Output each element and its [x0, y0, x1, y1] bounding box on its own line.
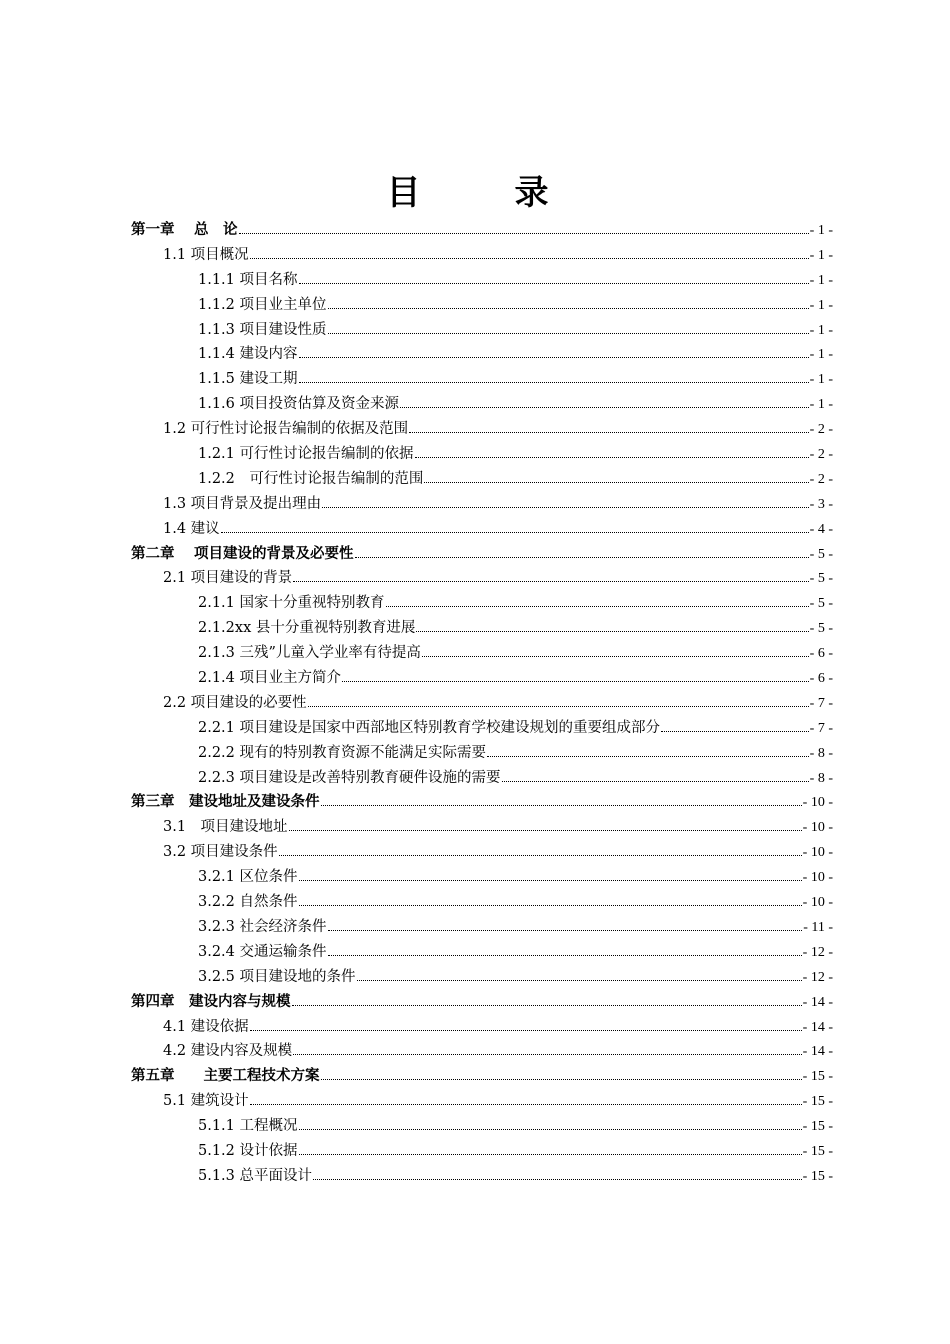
toc-entry[interactable] — [131, 666, 833, 691]
toc-entry[interactable] — [131, 616, 833, 641]
toc-entry[interactable] — [131, 790, 833, 815]
toc-entry[interactable] — [131, 1064, 833, 1089]
toc-entry[interactable] — [131, 1039, 833, 1064]
toc-page-number: - 1 - — [809, 347, 833, 363]
toc-dot-leader — [250, 257, 809, 259]
toc-entry-label: 3.2.5 项目建设地的条件 — [198, 968, 356, 985]
toc-page-number: - 7 - — [809, 720, 833, 736]
toc-page-number: - 15 - — [802, 1119, 833, 1135]
toc-dot-leader — [386, 605, 809, 607]
toc-entry[interactable] — [131, 542, 833, 567]
toc-dot-leader — [502, 780, 809, 782]
toc-page-number: - 1 - — [809, 297, 833, 313]
toc-entry-label: 第一章 总 论 — [131, 221, 238, 238]
toc-page-number: - 5 - — [809, 571, 833, 587]
toc-entry-label: 3.1 项目建设地址 — [163, 819, 288, 836]
toc-page-number: - 12 - — [802, 969, 833, 985]
toc-page-number: - 6 - — [809, 671, 833, 687]
toc-entry-label: 4.2 建设内容及规模 — [163, 1043, 293, 1060]
toc-entry-label: 1.1 项目概况 — [163, 246, 249, 263]
toc-page-number: - 10 - — [802, 870, 833, 886]
toc-page-number: - 3 - — [809, 496, 833, 512]
toc-entry[interactable] — [131, 766, 833, 791]
toc-dot-leader — [221, 531, 809, 533]
toc-entry[interactable] — [131, 417, 833, 442]
toc-dot-leader — [328, 929, 803, 931]
toc-dot-leader — [289, 829, 802, 831]
toc-entry[interactable] — [131, 218, 833, 243]
toc-dot-leader — [292, 1004, 802, 1006]
toc-page-number: - 1 - — [809, 272, 833, 288]
toc-dot-leader — [400, 406, 809, 408]
toc-entry-label: 1.4 建议 — [163, 520, 220, 537]
toc-page-number: - 2 - — [809, 447, 833, 463]
toc-page-number: - 12 - — [802, 944, 833, 960]
toc-dot-leader — [299, 282, 809, 284]
toc-entry[interactable] — [131, 915, 833, 940]
toc-entry[interactable] — [131, 293, 833, 318]
toc-entry-label: 第二章 项目建设的背景及必要性 — [131, 544, 354, 562]
toc-page-number: - 15 - — [802, 1069, 833, 1085]
toc-entry[interactable] — [131, 1089, 833, 1114]
toc-entry[interactable] — [131, 492, 833, 517]
toc-dot-leader — [299, 1128, 802, 1130]
toc-dot-leader — [299, 904, 802, 906]
toc-entry[interactable] — [131, 1015, 833, 1040]
toc-dot-leader — [328, 307, 809, 309]
toc-entry[interactable] — [131, 641, 833, 666]
toc-entry-label: 第五章 主要工程技术方案 — [131, 1067, 320, 1085]
toc-page-number: - 5 - — [809, 596, 833, 612]
toc-dot-leader — [355, 556, 809, 558]
toc-dot-leader — [299, 879, 802, 881]
toc-page-number: - 14 - — [802, 1019, 833, 1035]
toc-dot-leader — [308, 705, 809, 707]
toc-dot-leader — [328, 954, 802, 956]
toc-entry-label: 2.1.2xx 县十分重视特别教育进展 — [198, 620, 416, 637]
toc-dot-leader — [250, 1103, 802, 1105]
toc-entry[interactable] — [131, 392, 833, 417]
toc-entry-label: 5.1.2 设计依据 — [198, 1142, 298, 1159]
toc-dot-leader — [299, 381, 809, 383]
toc-page-number: - 10 - — [802, 845, 833, 861]
toc-page-number: - 1 - — [809, 223, 833, 238]
toc-entry-label: 5.1.1 工程概况 — [198, 1118, 298, 1135]
toc-dot-leader — [239, 232, 809, 234]
toc-page-number: - 1 - — [809, 322, 833, 338]
toc-page-number: - 15 - — [802, 1168, 833, 1184]
toc-dot-leader — [487, 755, 809, 757]
toc-entry[interactable] — [131, 367, 833, 392]
toc-entry-label: 2.2.1 项目建设是国家中西部地区特别教育学校建设规划的重要组成部分 — [198, 719, 661, 736]
toc-page-number: - 5 - — [809, 546, 833, 562]
toc-dot-leader — [321, 1078, 802, 1080]
table-of-contents — [131, 218, 833, 1189]
toc-entry-label: 2.1 项目建设的背景 — [163, 570, 293, 587]
toc-page-number: - 2 - — [809, 471, 833, 487]
toc-page-number: - 4 - — [809, 521, 833, 537]
toc-entry[interactable] — [131, 865, 833, 890]
toc-entry[interactable] — [131, 342, 833, 367]
toc-entry-label: 1.1.6 项目投资估算及资金来源 — [198, 396, 400, 413]
toc-entry[interactable] — [131, 890, 833, 915]
toc-entry[interactable] — [131, 467, 833, 492]
toc-entry-label: 1.1.3 项目建设性质 — [198, 321, 327, 338]
toc-entry-label: 5.1.3 总平面设计 — [198, 1167, 313, 1184]
toc-dot-leader — [424, 481, 808, 483]
toc-page-number: - 1 - — [809, 397, 833, 413]
toc-entry-label: 1.1.2 项目业主单位 — [198, 296, 327, 313]
toc-entry[interactable] — [131, 243, 833, 268]
toc-entry[interactable] — [131, 840, 833, 865]
toc-dot-leader — [415, 456, 809, 458]
toc-dot-leader — [357, 979, 802, 981]
toc-dot-leader — [279, 854, 802, 856]
toc-dot-leader — [422, 655, 809, 657]
toc-entry-label: 1.1.4 建设内容 — [198, 346, 298, 363]
toc-entry-label: 2.2.2 现有的特别教育资源不能满足实际需要 — [198, 744, 487, 761]
toc-entry-label: 1.2.2 可行性讨论报告编制的范围 — [198, 470, 424, 487]
toc-entry[interactable] — [131, 815, 833, 840]
toc-entry[interactable] — [131, 442, 833, 467]
toc-page-number: - 14 - — [802, 994, 833, 1010]
toc-entry[interactable] — [131, 940, 833, 965]
toc-page-number: - 8 - — [809, 770, 833, 786]
toc-dot-leader — [416, 630, 808, 632]
toc-page-number: - 1 - — [809, 372, 833, 388]
toc-dot-leader — [661, 730, 809, 732]
toc-entry[interactable] — [131, 566, 833, 591]
toc-entry-label: 2.1.4 项目业主方简介 — [198, 670, 342, 687]
toc-entry[interactable] — [131, 517, 833, 542]
toc-entry-label: 2.2 项目建设的必要性 — [163, 694, 307, 711]
toc-dot-leader — [293, 1053, 802, 1055]
toc-page-number: - 15 - — [802, 1094, 833, 1110]
toc-entry[interactable] — [131, 691, 833, 716]
toc-entry[interactable] — [131, 1139, 833, 1164]
toc-page-number: - 5 - — [809, 621, 833, 637]
toc-entry-label: 3.2.4 交通运输条件 — [198, 943, 327, 960]
toc-entry-label: 2.1.3 三残”儿童入学业率有待提高 — [198, 645, 421, 662]
toc-page-number: - 10 - — [802, 795, 833, 811]
toc-entry-label: 3.2.2 自然条件 — [198, 894, 298, 911]
toc-entry[interactable] — [131, 965, 833, 990]
toc-page-number: - 6 - — [809, 646, 833, 662]
toc-entry-label: 3.2 项目建设条件 — [163, 844, 278, 861]
toc-dot-leader — [313, 1178, 802, 1180]
toc-page-number: - 8 - — [809, 745, 833, 761]
toc-entry-label: 1.2.1 可行性讨论报告编制的依据 — [198, 446, 414, 463]
toc-entry-label: 1.2 可行性讨论报告编制的依据及范围 — [163, 421, 409, 438]
toc-entry[interactable] — [131, 591, 833, 616]
toc-entry-label: 2.1.1 国家十分重视特别教育 — [198, 595, 385, 612]
toc-dot-leader — [328, 332, 809, 334]
toc-entry[interactable] — [131, 1164, 833, 1189]
toc-entry-label: 第四章 建设内容与规模 — [131, 992, 291, 1010]
toc-entry-label: 3.2.1 区位条件 — [198, 869, 298, 886]
toc-entry[interactable] — [131, 716, 833, 741]
toc-entry[interactable] — [131, 1114, 833, 1139]
toc-entry[interactable] — [131, 318, 833, 343]
toc-entry-label: 3.2.3 社会经济条件 — [198, 918, 327, 935]
toc-entry[interactable] — [131, 268, 833, 293]
toc-entry-label: 2.2.3 项目建设是改善特别教育硬件设施的需要 — [198, 769, 501, 786]
toc-dot-leader — [321, 804, 802, 806]
toc-dot-leader — [293, 580, 809, 582]
toc-entry-label: 1.3 项目背景及提出理由 — [163, 495, 322, 512]
toc-page-number: - 10 - — [802, 820, 833, 836]
toc-dot-leader — [299, 1153, 802, 1155]
toc-page-number: - 11 - — [803, 919, 833, 935]
toc-dot-leader — [409, 431, 809, 433]
toc-page-number: - 7 - — [809, 695, 833, 711]
toc-entry-label: 4.1 建设依据 — [163, 1018, 249, 1035]
toc-entry[interactable] — [131, 990, 833, 1015]
toc-entry[interactable] — [131, 741, 833, 766]
toc-entry-label: 1.1.5 建设工期 — [198, 371, 298, 388]
toc-entry-label: 第三章 建设地址及建设条件 — [131, 793, 320, 811]
toc-page-number: - 14 - — [802, 1044, 833, 1060]
toc-page-number: - 10 - — [802, 895, 833, 911]
toc-dot-leader — [342, 680, 809, 682]
page-title: 目 录 — [386, 173, 579, 213]
toc-entry-label: 5.1 建筑设计 — [163, 1093, 249, 1110]
toc-dot-leader — [322, 506, 809, 508]
toc-page-number: - 1 - — [809, 247, 833, 263]
toc-page-number: - 15 - — [802, 1143, 833, 1159]
toc-dot-leader — [299, 356, 809, 358]
toc-entry-label: 1.1.1 项目名称 — [198, 271, 298, 288]
toc-page-number: - 2 - — [809, 422, 833, 438]
toc-dot-leader — [250, 1029, 802, 1031]
